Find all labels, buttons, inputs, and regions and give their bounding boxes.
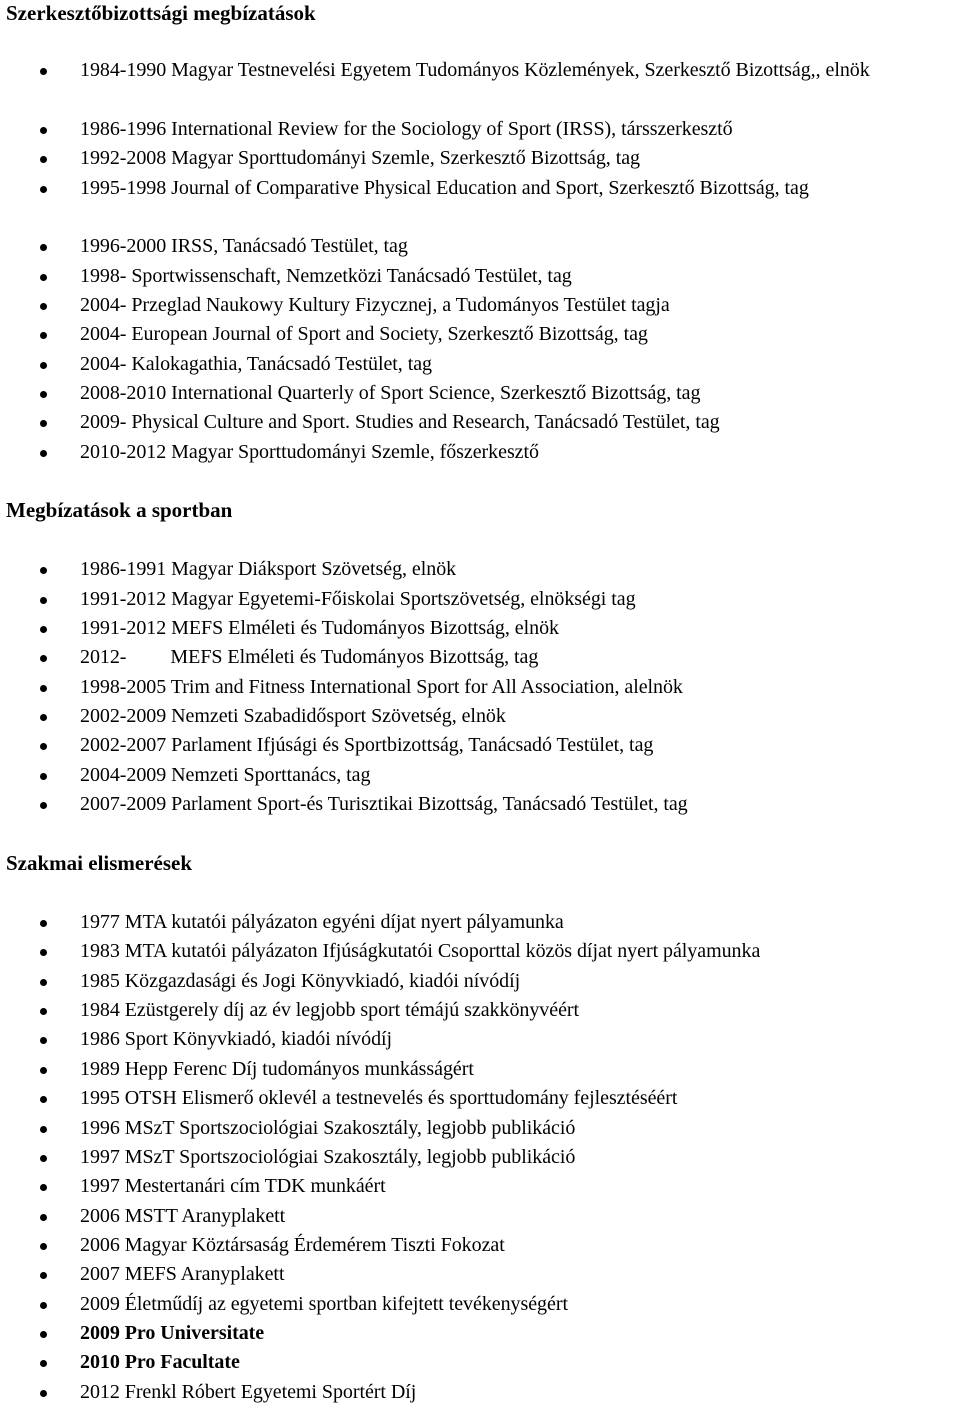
bullet-icon bbox=[40, 1037, 47, 1044]
bullet-icon bbox=[40, 420, 47, 427]
bullet-icon bbox=[40, 743, 47, 750]
bullet-icon bbox=[40, 1214, 47, 1221]
bullet-icon bbox=[40, 450, 47, 457]
bullet-icon bbox=[40, 127, 47, 134]
bullet-icon bbox=[40, 1243, 47, 1250]
bullet-icon bbox=[40, 391, 47, 398]
bullet-icon bbox=[40, 1096, 47, 1103]
bullet-icon bbox=[40, 1302, 47, 1309]
bullet-icon bbox=[40, 1331, 47, 1338]
bullet-icon bbox=[40, 1008, 47, 1015]
bullet-icon bbox=[40, 773, 47, 780]
bullet-icon bbox=[40, 156, 47, 163]
bullet-icon bbox=[40, 1155, 47, 1162]
bullet-icon bbox=[40, 802, 47, 809]
bullet-icon bbox=[40, 567, 47, 574]
bullet-icon bbox=[40, 186, 47, 193]
bullet-icon bbox=[40, 1067, 47, 1074]
bullet-icon bbox=[40, 1184, 47, 1191]
bullet-icon bbox=[40, 303, 47, 310]
bullet-icon bbox=[40, 1126, 47, 1133]
bullet-icon bbox=[40, 1272, 47, 1279]
bullet-icon bbox=[40, 597, 47, 604]
section-title-editorial-boards: Szerkesztőbizottsági megbízatások bbox=[6, 1, 316, 25]
bullet-icon bbox=[40, 332, 47, 339]
bullet-icon bbox=[40, 949, 47, 956]
bullet-icon bbox=[40, 714, 47, 721]
bullet-icon bbox=[40, 655, 47, 662]
section-title-professional-awards: Szakmai elismerések bbox=[6, 851, 193, 875]
bullet-icon bbox=[40, 362, 47, 369]
bullet-icon bbox=[40, 979, 47, 986]
bullet-icon bbox=[40, 68, 47, 75]
bullet-icon bbox=[40, 685, 47, 692]
document-page: Szerkesztőbizottsági megbízatások 1984-1990 Magyar Testnevelési Egyetem Tudományos Közlemények, Szerkesztő Bizottság,, elnök 1986-1996 International Review for the Sociology of Sport (IRSS), társszerkesztő 1992-2008 Magyar Sporttudományi Szemle, Szerkesztő Bizottság, tag 1995-1998 Journal of Comparative Physical Education and Sport, Szerkesztő Bizottság, tag 1996-2000 IRSS, Tanácsadó Testület, tag 1998- Sportwissenschaft, Nemzetközi Tanácsadó Testület, tag 2004- Przeglad Naukowy Kultury Fizycznej, a Tudományos Testület tagja 2004- European Journal of Sport and Society, Szerkesztő Bizottság, tag 2004- Kalokagathia, Tanácsadó Testület, tag 2008-2010 International Quarterly of Sport Science, Szerkesztő Bizottság, tag 2009- Physical Culture and Sport. Studies and Research, Tanácsadó Testület, tag 2010-2012 Magyar Sporttudományi Szemle, főszerkesztő Megbízatások a sportban 1986-1991 Magyar Diáksport Szövetség, elnök 1991-2012 Magyar Egyetemi-Főiskolai Sportszövetség, elnökségi tag 1991-2012 MEFS Elméleti és Tudományos Bizottság, elnök 2012- MEFS Elméleti és Tudományos Bizottság, tag 1998-2005 Trim and Fitness International Sport for All Association, alelnök 2002-2009 Nemzeti Szabadidősport Szövetség, elnök 2002-2007 Parlament Ifjúsági és Sportbizottság, Tanácsadó Testület, tag 2004-2009 Nemzeti Sporttanács, tag 2007-2009 Parlament Sport-és Turisztikai Bizottság, Tanácsadó Testület, tag Szakmai elismerések 1977 MTA kutatói pályázaton egyéni díjat nyert pályamunka 1983 MTA kutatói pályázaton Ifjúságkutatói Csoporttal közös díjat nyert pályamunka 1985 Közgazdasági és Jogi Könyvkiadó, kiadói nívódíj 1984 Ezüstgerely díj az év legjobb sport témájú szakkönyvéért 1986 Sport Könyvkiadó, kiadói nívódíj 1989 Hepp Ferenc Díj tudományos munkásságért 1995 OTSH Elismerő oklevél a testnevelés és sporttudomány fejlesztéséért 1996 MSzT Sportszociológiai Szakosztály, legjobb publikáció 1997 MSzT Sportszociológiai Szakosztály, legjobb publikáció 1997 Mestertanári cím TDK munkáért 2006 MSTT Aranyplakett 2006 Magyar Köztársaság Érdemérem Tiszti Fokozat 2007 MEFS Aranyplakett 2009 Életműdíj az egyetemi sportban kifejtett tevékenységért 2009 Pro Universitate 2010 Pro Facultate 2012 Frenkl Róbert Egyetemi Sportért Díj bbox=[6, 1, 870, 1403]
bullet-icon bbox=[40, 626, 47, 633]
section-title-sport-mandates: Megbízatások a sportban bbox=[6, 498, 233, 522]
bullet-icon bbox=[40, 244, 47, 251]
bullet-icon bbox=[40, 1390, 47, 1397]
bullet-icon bbox=[40, 920, 47, 927]
bullet-icon bbox=[40, 274, 47, 281]
bullet-icon bbox=[40, 1360, 47, 1367]
